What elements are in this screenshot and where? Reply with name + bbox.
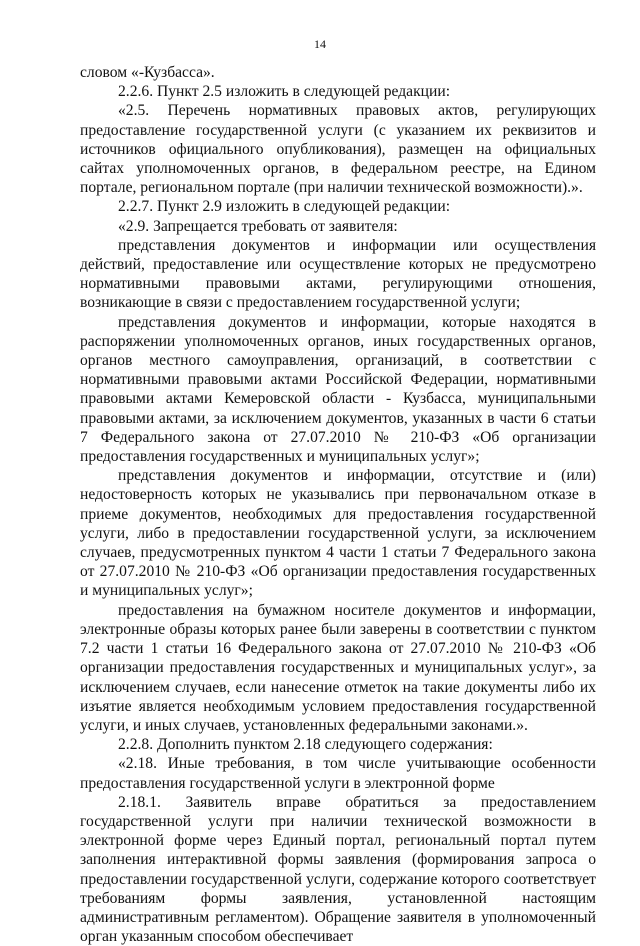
paragraph-2-18: «2.18. Иные требования, в том числе учитывающие особенности предоставления государственной услуги в электронной форме [80, 755, 596, 792]
paragraph-item-3: представления документов и информации, отсутствие и (или) недостоверность которых не указывались при первоначальном отказе в приеме документов, необходимых для предоставления государственной услуги, либо в предоставлении государственной услуги, за исключением случаев, предусмотренных пунктом 4 части 1 статьи 7 Федерального закона от 27.07.2010 № 210-ФЗ «Об организации предоставления государственных и муниципальных услуг»; [80, 467, 596, 600]
page-number: 14 [314, 37, 326, 51]
paragraph-2-18-1: 2.18.1. Заявитель вправе обратиться за предоставлением государственной услуги при наличии технической возможности в электронной форме через Единый портал, региональный портал путем заполнения интерактивной формы заявления (формирования запроса о предоставлении государственной услуги, содержание которого соответствует требованиям формы заявления, установленной настоящим административным регламентом). Обращение заявителя в уполномоченный орган указанным способом обеспечивает [80, 793, 596, 946]
paragraph-2-2-7: 2.2.7. Пункт 2.9 изложить в следующей редакции: [118, 198, 451, 216]
paragraph-continuation: словом «-Кузбасса». [80, 64, 215, 81]
paragraph-2-2-6: 2.2.6. Пункт 2.5 изложить в следующей редакции: [118, 83, 451, 101]
paragraph-item-1: представления документов и информации или осуществления действий, предоставление или осуществление которых не предусмотрено нормативными правовыми актами, регулирующими отношения, возникающие в связи с предоставлением государственной услуги; [80, 236, 596, 312]
paragraph-2-5: «2.5. Перечень нормативных правовых актов, регулирующих предоставление государственной услуги (с указанием их реквизитов и источников официального опубликования), размещен на официальных сайтах уполномоченных органов, в федеральном реестре, на Едином портале, региональном портале (при наличии технической возможности).». [80, 102, 596, 197]
paragraph-item-4: предоставления на бумажном носителе документов и информации, электронные образы которых ранее были заверены в соответствии с пунктом 7.2 части 1 статьи 16 Федерального закона от 27.07.2010 № 210-ФЗ «Об организации предоставления государственных и муниципальных услуг», за исключением случаев, если нанесение отметок на такие документы либо их изъятие является необходимым условием предоставления государственной услуги, и иных случаев, установленных федеральными законами.». [80, 601, 596, 734]
document-body [80, 63, 596, 946]
paragraph-2-2-8: 2.2.8. Дополнить пунктом 2.18 следующего содержания: [118, 736, 493, 754]
paragraph-item-2: представления документов и информации, которые находятся в распоряжении уполномоченных органов, иных государственных органов, органов местного самоуправления, организаций, в соответствии с нормативными правовыми актами Российской Федерации, нормативными правовыми актами Кемеровской области - Кузбасса, муниципальными правовыми актами, за исключением документов, указанных в части 6 статьи 7 Федерального закона от 27.07.2010 № 210-ФЗ «Об организации предоставления государственных и муниципальных услуг»; [80, 313, 596, 466]
paragraph-2-9: «2.9. Запрещается требовать от заявителя: [118, 217, 398, 235]
